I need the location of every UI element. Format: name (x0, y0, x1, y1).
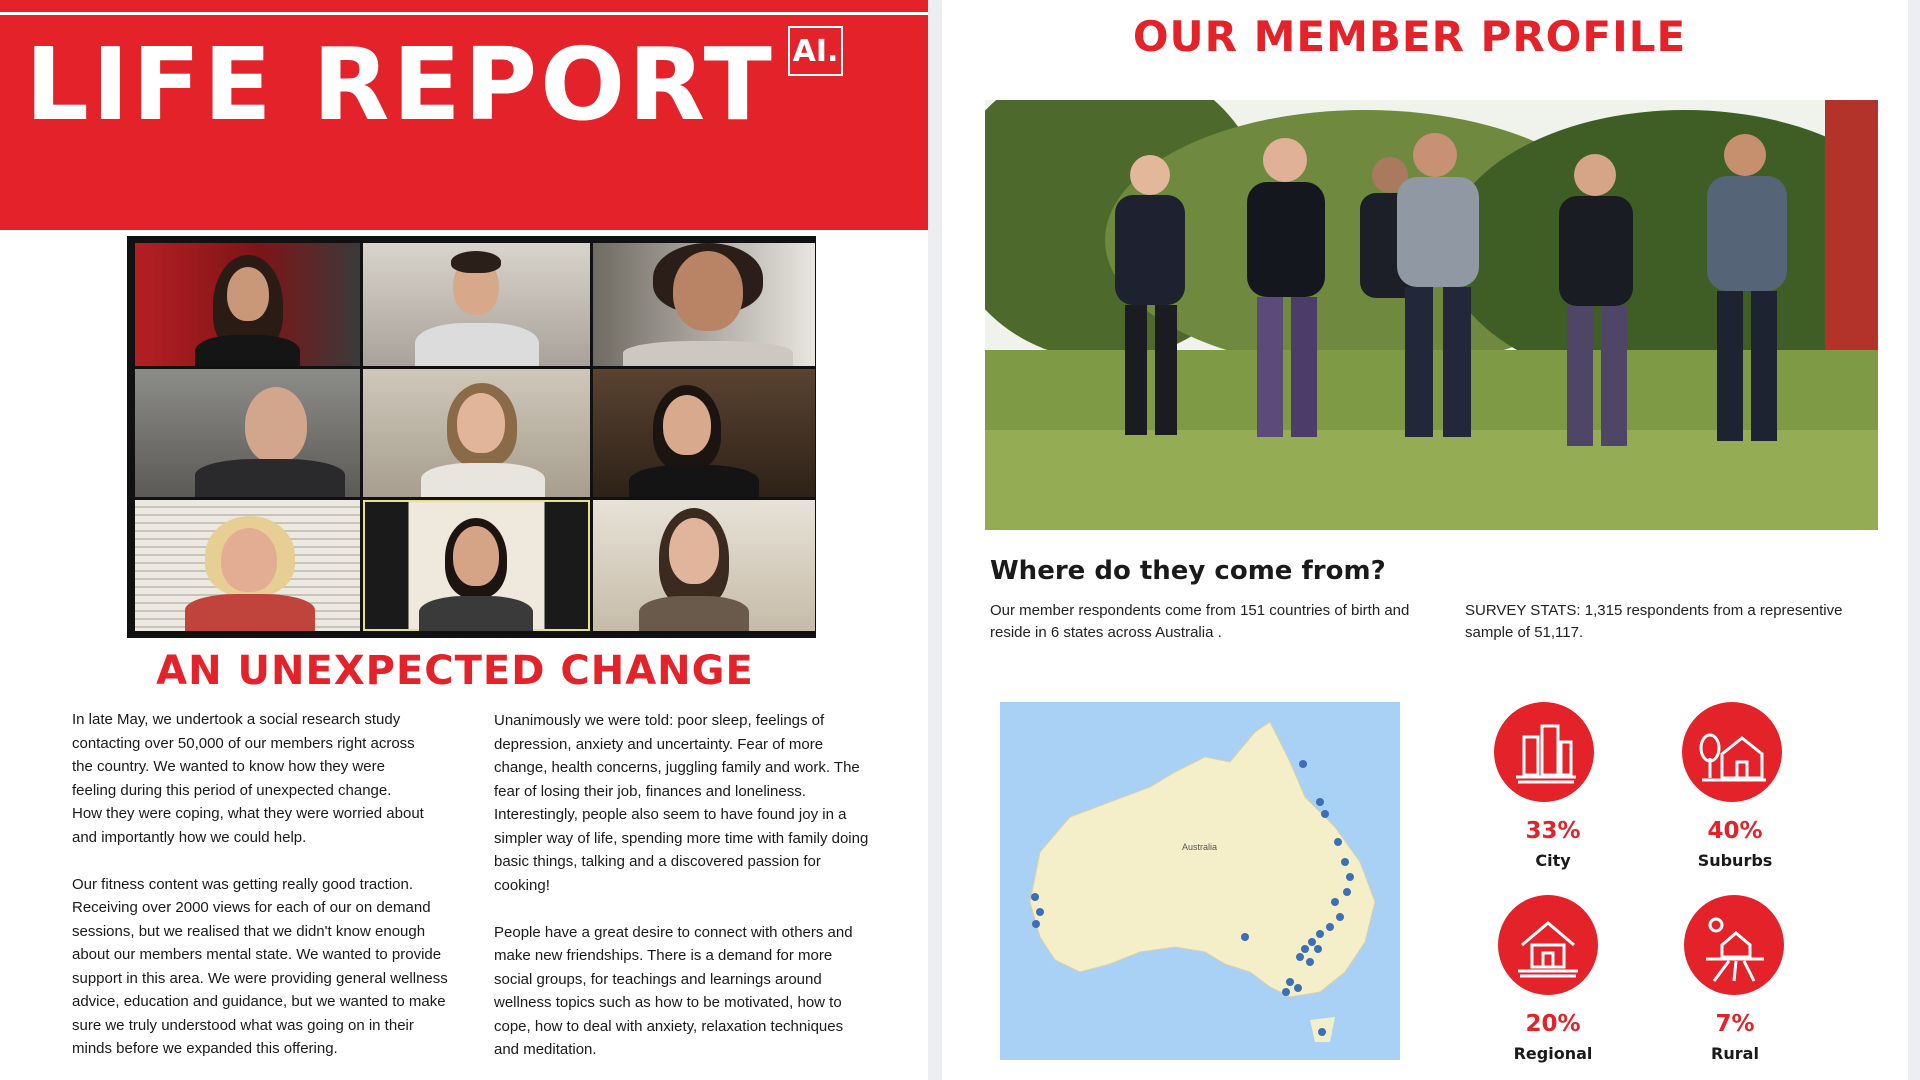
rural-percent: 7% (1715, 1011, 1755, 1037)
participant-tile (593, 369, 815, 497)
banner-divider-line (0, 12, 928, 15)
city-buildings-icon (1494, 702, 1594, 802)
rural-label: Rural (1711, 1044, 1759, 1063)
body-text-column-1: In late May, we undertook a social research study contacting over 50,000 of our members right across the country. We wanted to know how they were feeling during this period of unexpected change. How they were coping, what they were worried about and importantly how we could help. Our fitness content was getting really good traction. Receiving over 2000 views for each of our on demand sessions, but we realised that we didn't know enough about our members mental state. We wanted to provide support in this area. We were providing general wellness advice, education and guidance, but we wanted to make sure we truly understood what was going on in their minds before we expanded this offering. (72, 711, 448, 1057)
ai-logo-badge: AI. (788, 26, 843, 76)
city-percent: 33% (1525, 818, 1581, 844)
rural-stat-icon (1684, 895, 1784, 995)
regional-label: Regional (1513, 1044, 1593, 1063)
page-edge (1908, 0, 1920, 1080)
regional-stat-icon (1498, 895, 1598, 995)
survey-stats-text: SURVEY STATS: 1,315 respondents from a representive sample of 51,117. (1465, 602, 1843, 641)
where-heading: Where do they come from? (990, 556, 1386, 586)
page-gutter (928, 0, 942, 1080)
origin-description: Our member respondents come from 151 countries of birth and reside in 6 states across Australia . (990, 602, 1410, 641)
suburban-house-icon (1682, 702, 1782, 802)
map-country-label: Australia (1182, 842, 1218, 852)
participant-tile-active-speaker (363, 500, 590, 631)
suburbs-percent: 40% (1707, 818, 1763, 844)
suburbs-stat-icon (1682, 702, 1782, 802)
video-call-grid-image (127, 236, 816, 638)
body-text-column-2: Unanimously we were told: poor sleep, feelings of depression, anxiety and uncertainty. Fear of more change, health concerns, juggling family and work. The fear of losing their job, finances and loneliness. Interestingly, people also seem to have found joy in a simpler way of life, spending more time with family doing basic things, talking and a discovered passion for cooking! People have a great desire to connect with others and make new friendships. There is a demand for more social groups, for teachings and learnings around wellness topics such as how to be motivated, how to cope, how to deal with anxiety, relaxation techniques and meditation. (494, 712, 869, 1058)
participant-tile (593, 243, 815, 366)
regional-barn-icon (1498, 895, 1598, 995)
regional-percent: 20% (1525, 1011, 1581, 1037)
rural-farm-icon (1684, 895, 1784, 995)
section-title: AN UNEXPECTED CHANGE (156, 648, 754, 694)
participant-tile (363, 369, 590, 497)
participant-tile (593, 500, 815, 631)
participant-tile (363, 243, 590, 366)
participant-tile (135, 369, 360, 497)
running-group-photo (985, 100, 1878, 530)
participant-tile (135, 500, 360, 631)
profile-title: OUR MEMBER PROFILE (1132, 12, 1687, 61)
city-label: City (1535, 851, 1571, 870)
city-stat-icon (1494, 702, 1594, 802)
report-title: LIFE REPORT (25, 26, 775, 143)
participant-tile (135, 243, 360, 366)
australia-member-map (1000, 702, 1400, 1060)
suburbs-label: Suburbs (1697, 851, 1773, 870)
